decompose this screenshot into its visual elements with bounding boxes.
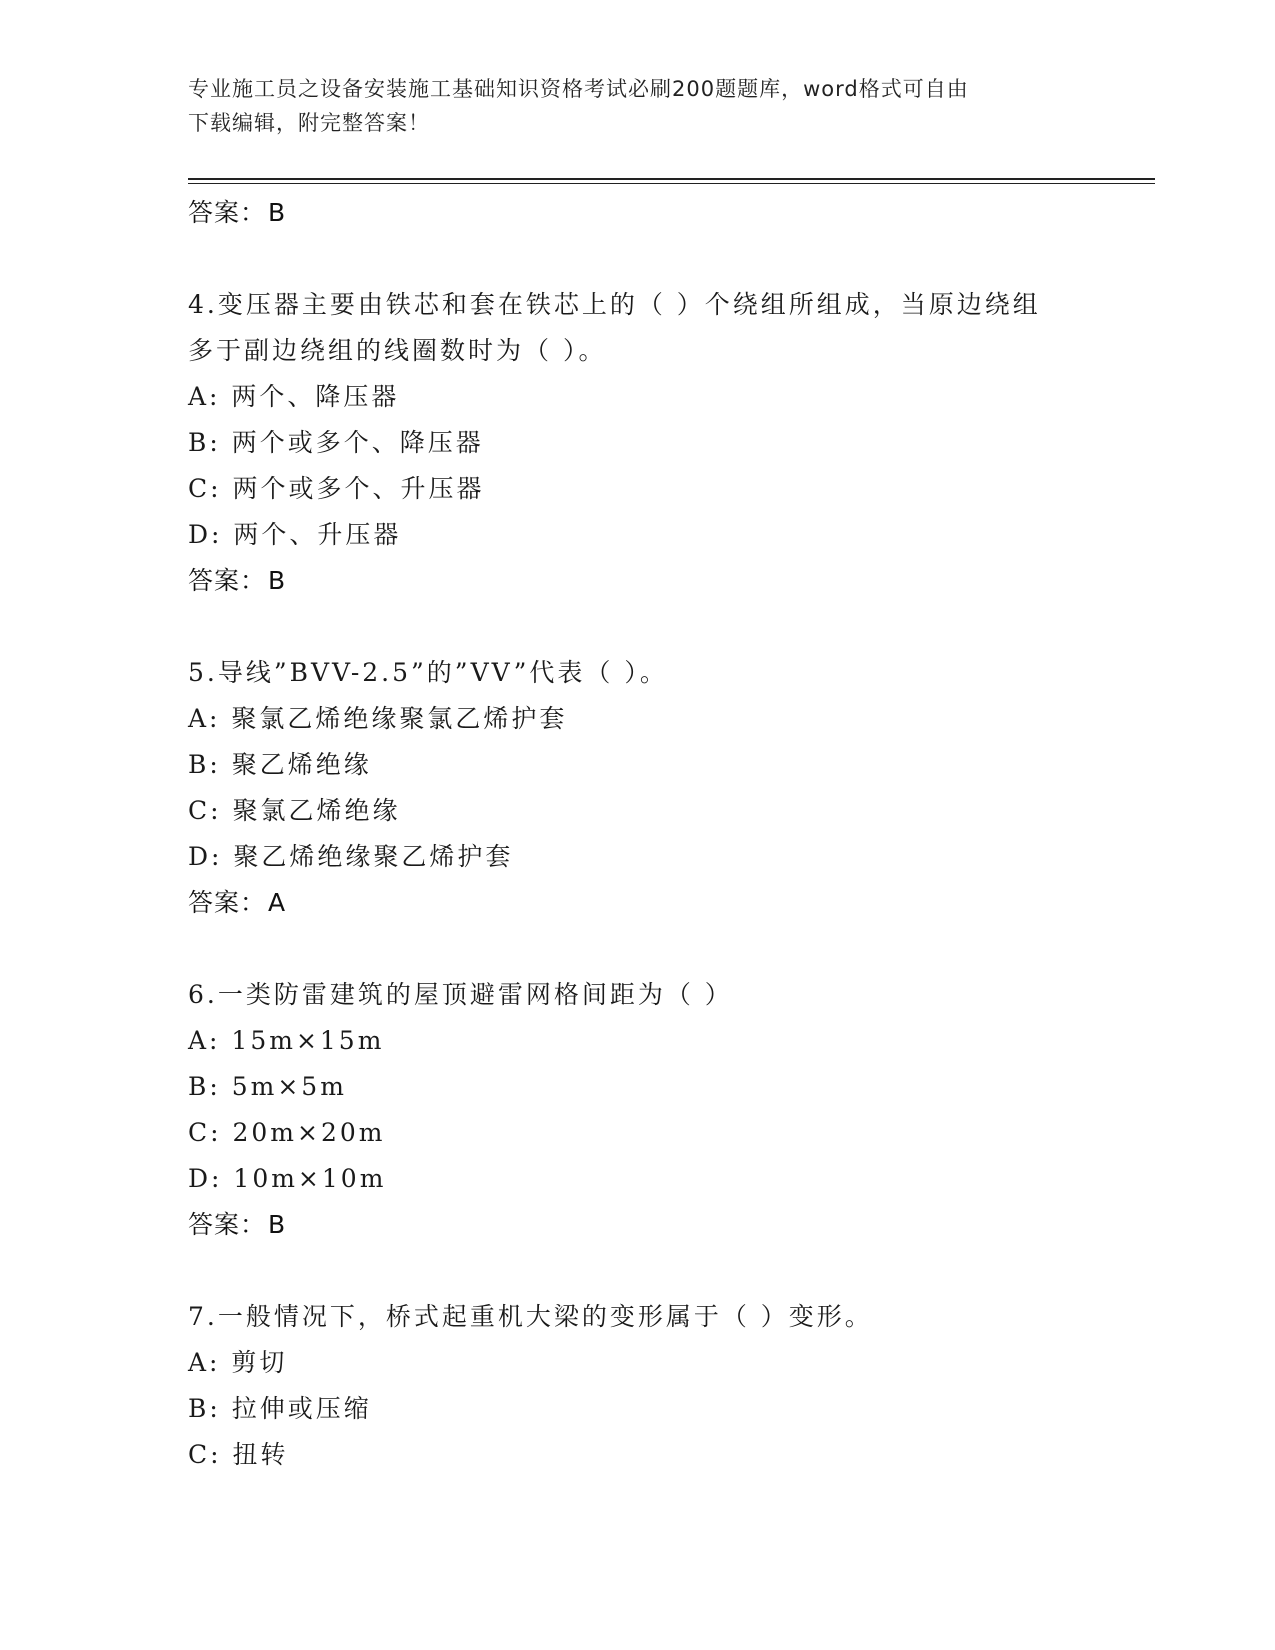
option-a: A: 聚氯乙烯绝缘聚氯乙烯护套 <box>188 704 568 733</box>
answer-value: A <box>268 888 287 917</box>
answer-line <box>188 1202 1088 1248</box>
answer-label: 答案： <box>188 888 267 917</box>
answer-label: 答案： <box>188 198 267 227</box>
answer-label: 答案： <box>188 1210 267 1239</box>
option-b: B: 5m×5m <box>188 1072 347 1101</box>
question-block <box>188 282 1088 604</box>
answer-line <box>188 558 1088 604</box>
option-d: D: 聚乙烯绝缘聚乙烯护套 <box>188 842 514 871</box>
option-b: B: 两个或多个、降压器 <box>188 428 484 457</box>
answer-line <box>188 190 1088 236</box>
option-c: C: 20m×20m <box>188 1118 386 1147</box>
question-block <box>188 972 1088 1248</box>
option-c: C: 扭转 <box>188 1440 289 1469</box>
option-b: B: 聚乙烯绝缘 <box>188 750 372 779</box>
header-line-2: 下载编辑，附完整答案！ <box>188 111 430 135</box>
question-stem-continued: 多于副边绕组的线圈数时为（ ）。 <box>188 336 607 365</box>
header-divider-thick <box>188 178 1155 180</box>
question-block <box>188 650 1088 926</box>
spacer <box>188 236 1088 282</box>
option-a: A: 两个、降压器 <box>188 382 400 411</box>
question-stem: 5.导线”BVV-2.5”的”VV”代表（ ）。 <box>188 658 668 687</box>
question-stem: 4.变压器主要由铁芯和套在铁芯上的（ ）个绕组所组成，当原边绕组 <box>188 290 1041 319</box>
spacer <box>188 926 1088 972</box>
header-divider-thin <box>188 183 1155 184</box>
spacer <box>188 1248 1088 1294</box>
question-stem: 7.一般情况下，桥式起重机大梁的变形属于（ ）变形。 <box>188 1302 873 1331</box>
question-stem: 6.一类防雷建筑的屋顶避雷网格间距为（ ） <box>188 980 733 1009</box>
option-d: D: 10m×10m <box>188 1164 387 1193</box>
question-list <box>188 190 1088 1478</box>
option-b: B: 拉伸或压缩 <box>188 1394 372 1423</box>
option-c: C: 两个或多个、升压器 <box>188 474 485 503</box>
answer-label: 答案： <box>188 566 267 595</box>
answer-value: B <box>268 1210 287 1239</box>
spacer <box>188 604 1088 650</box>
page-header <box>188 72 1088 140</box>
answer-value: B <box>268 198 287 227</box>
option-d: D: 两个、升压器 <box>188 520 402 549</box>
answer-line <box>188 880 1088 926</box>
answer-value: B <box>268 566 287 595</box>
header-line-1: 专业施工员之设备安装施工基础知识资格考试必刷200题题库，word格式可自由 <box>188 77 969 101</box>
question-block <box>188 1294 1088 1478</box>
option-c: C: 聚氯乙烯绝缘 <box>188 796 401 825</box>
option-a: A: 剪切 <box>188 1348 288 1377</box>
option-a: A: 15m×15m <box>188 1026 385 1055</box>
